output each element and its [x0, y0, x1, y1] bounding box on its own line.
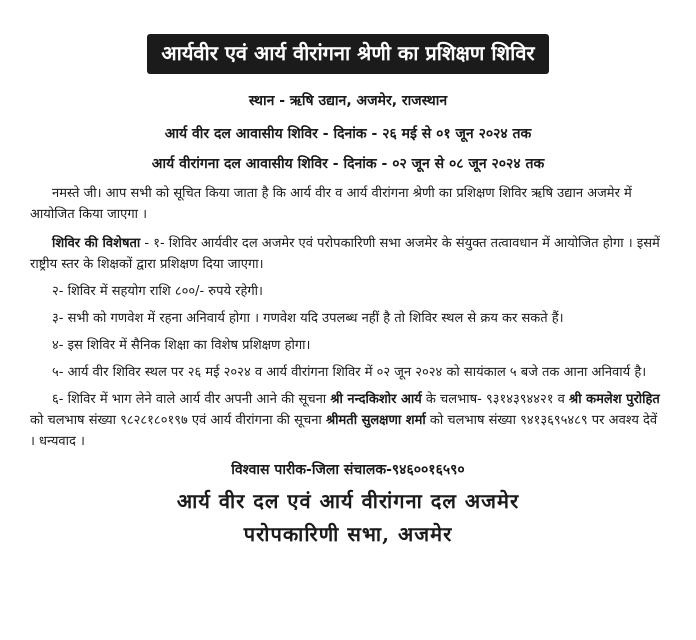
contact-name-1: श्री नन्दकिशोर आर्य [330, 392, 422, 407]
point-4: ४- इस शिविर में सैनिक शिक्षा का विशेष प्रशिक्षण होगा। [52, 338, 311, 353]
title-banner [30, 0, 666, 74]
contact-name-3: श्रीमती सुलक्षणा शर्मा [325, 413, 426, 428]
point-3: ३- सभी को गणवेश में रहना अनिवार्य होगा । गणवेश यदि उपलब्ध नहीं है तो शिविर स्थल से क्रय कर सकते हैं। [52, 311, 564, 326]
boys-camp-dates: आर्य वीर दल आवासीय शिविर - दिनांक - २६ मई से ०१ जून २०२४ तक [164, 126, 532, 142]
point-2: २- शिविर में सहयोग राशि ८००/- रुपये रहेगी। [52, 284, 263, 299]
signature-line: विश्वास पारीक-जिला संचालक-९४६००१६५९० [231, 462, 465, 478]
features-heading: शिविर की विशेषता [52, 236, 141, 251]
page-title: आर्यवीर एवं आर्य वीरांगना श्रेणी का प्रशिक्षण शिविर [147, 34, 548, 74]
point-5: ५- आर्य वीर शिविर स्थल पर २६ मई २०२४ व आर्य वीरांगना शिविर में ०२ जून २०२४ को सायंकाल ५ बजे तक आना अनिवार्य है। [52, 365, 647, 380]
organizer-line-2: परोपकारिणी सभा, अजमेर [243, 522, 453, 546]
contact-name-2: श्री कमलेश पुरोहित [569, 392, 660, 407]
features-paragraph [30, 233, 666, 275]
point-6-text-c: को चलभाष संख्या ९८२८१८०१९७ एवं आर्य वीरांगना की सूचना [30, 413, 326, 428]
point-6 [30, 389, 666, 452]
point-1: - १- शिविर आर्यवीर दल अजमेर एवं परोपकारिणी सभा अजमेर के संयुक्त तत्वावधान में आयोजित होगा । इसमें राष्ट्रीय स्तर के शिक्षकों द्वारा प्रशिक्षण दिया जाएगा। [30, 236, 660, 272]
organizer-line-1: आर्य वीर दल एवं आर्य वीरांगना दल अजमेर [176, 489, 520, 513]
intro-paragraph: नमस्ते जी। आप सभी को सूचित किया जाता है कि आर्य वीर व आर्य वीरांगना श्रेणी का प्रशिक्षण शिविर ऋषि उद्यान अजमेर में आयोजित किया जाएगा । [30, 186, 632, 222]
point-6-text-a: ६- शिविर में भाग लेने वाले आर्य वीर अपनी आने की सूचना [52, 392, 331, 407]
camp-location: स्थान - ऋषि उद्यान, अजमेर, राजस्थान [248, 93, 448, 109]
point-6-text-d: को चलभाष संख्या ९४१३६९५४८९ पर अवश्य देवें । धन्यवाद । [30, 413, 658, 449]
girls-camp-dates: आर्य वीरांगना दल आवासीय शिविर - दिनांक - ०२ जून से ०८ जून २०२४ तक [151, 156, 545, 172]
point-6-text-b: के चलभाष- ९३१४३९४४२१ व [421, 392, 570, 407]
